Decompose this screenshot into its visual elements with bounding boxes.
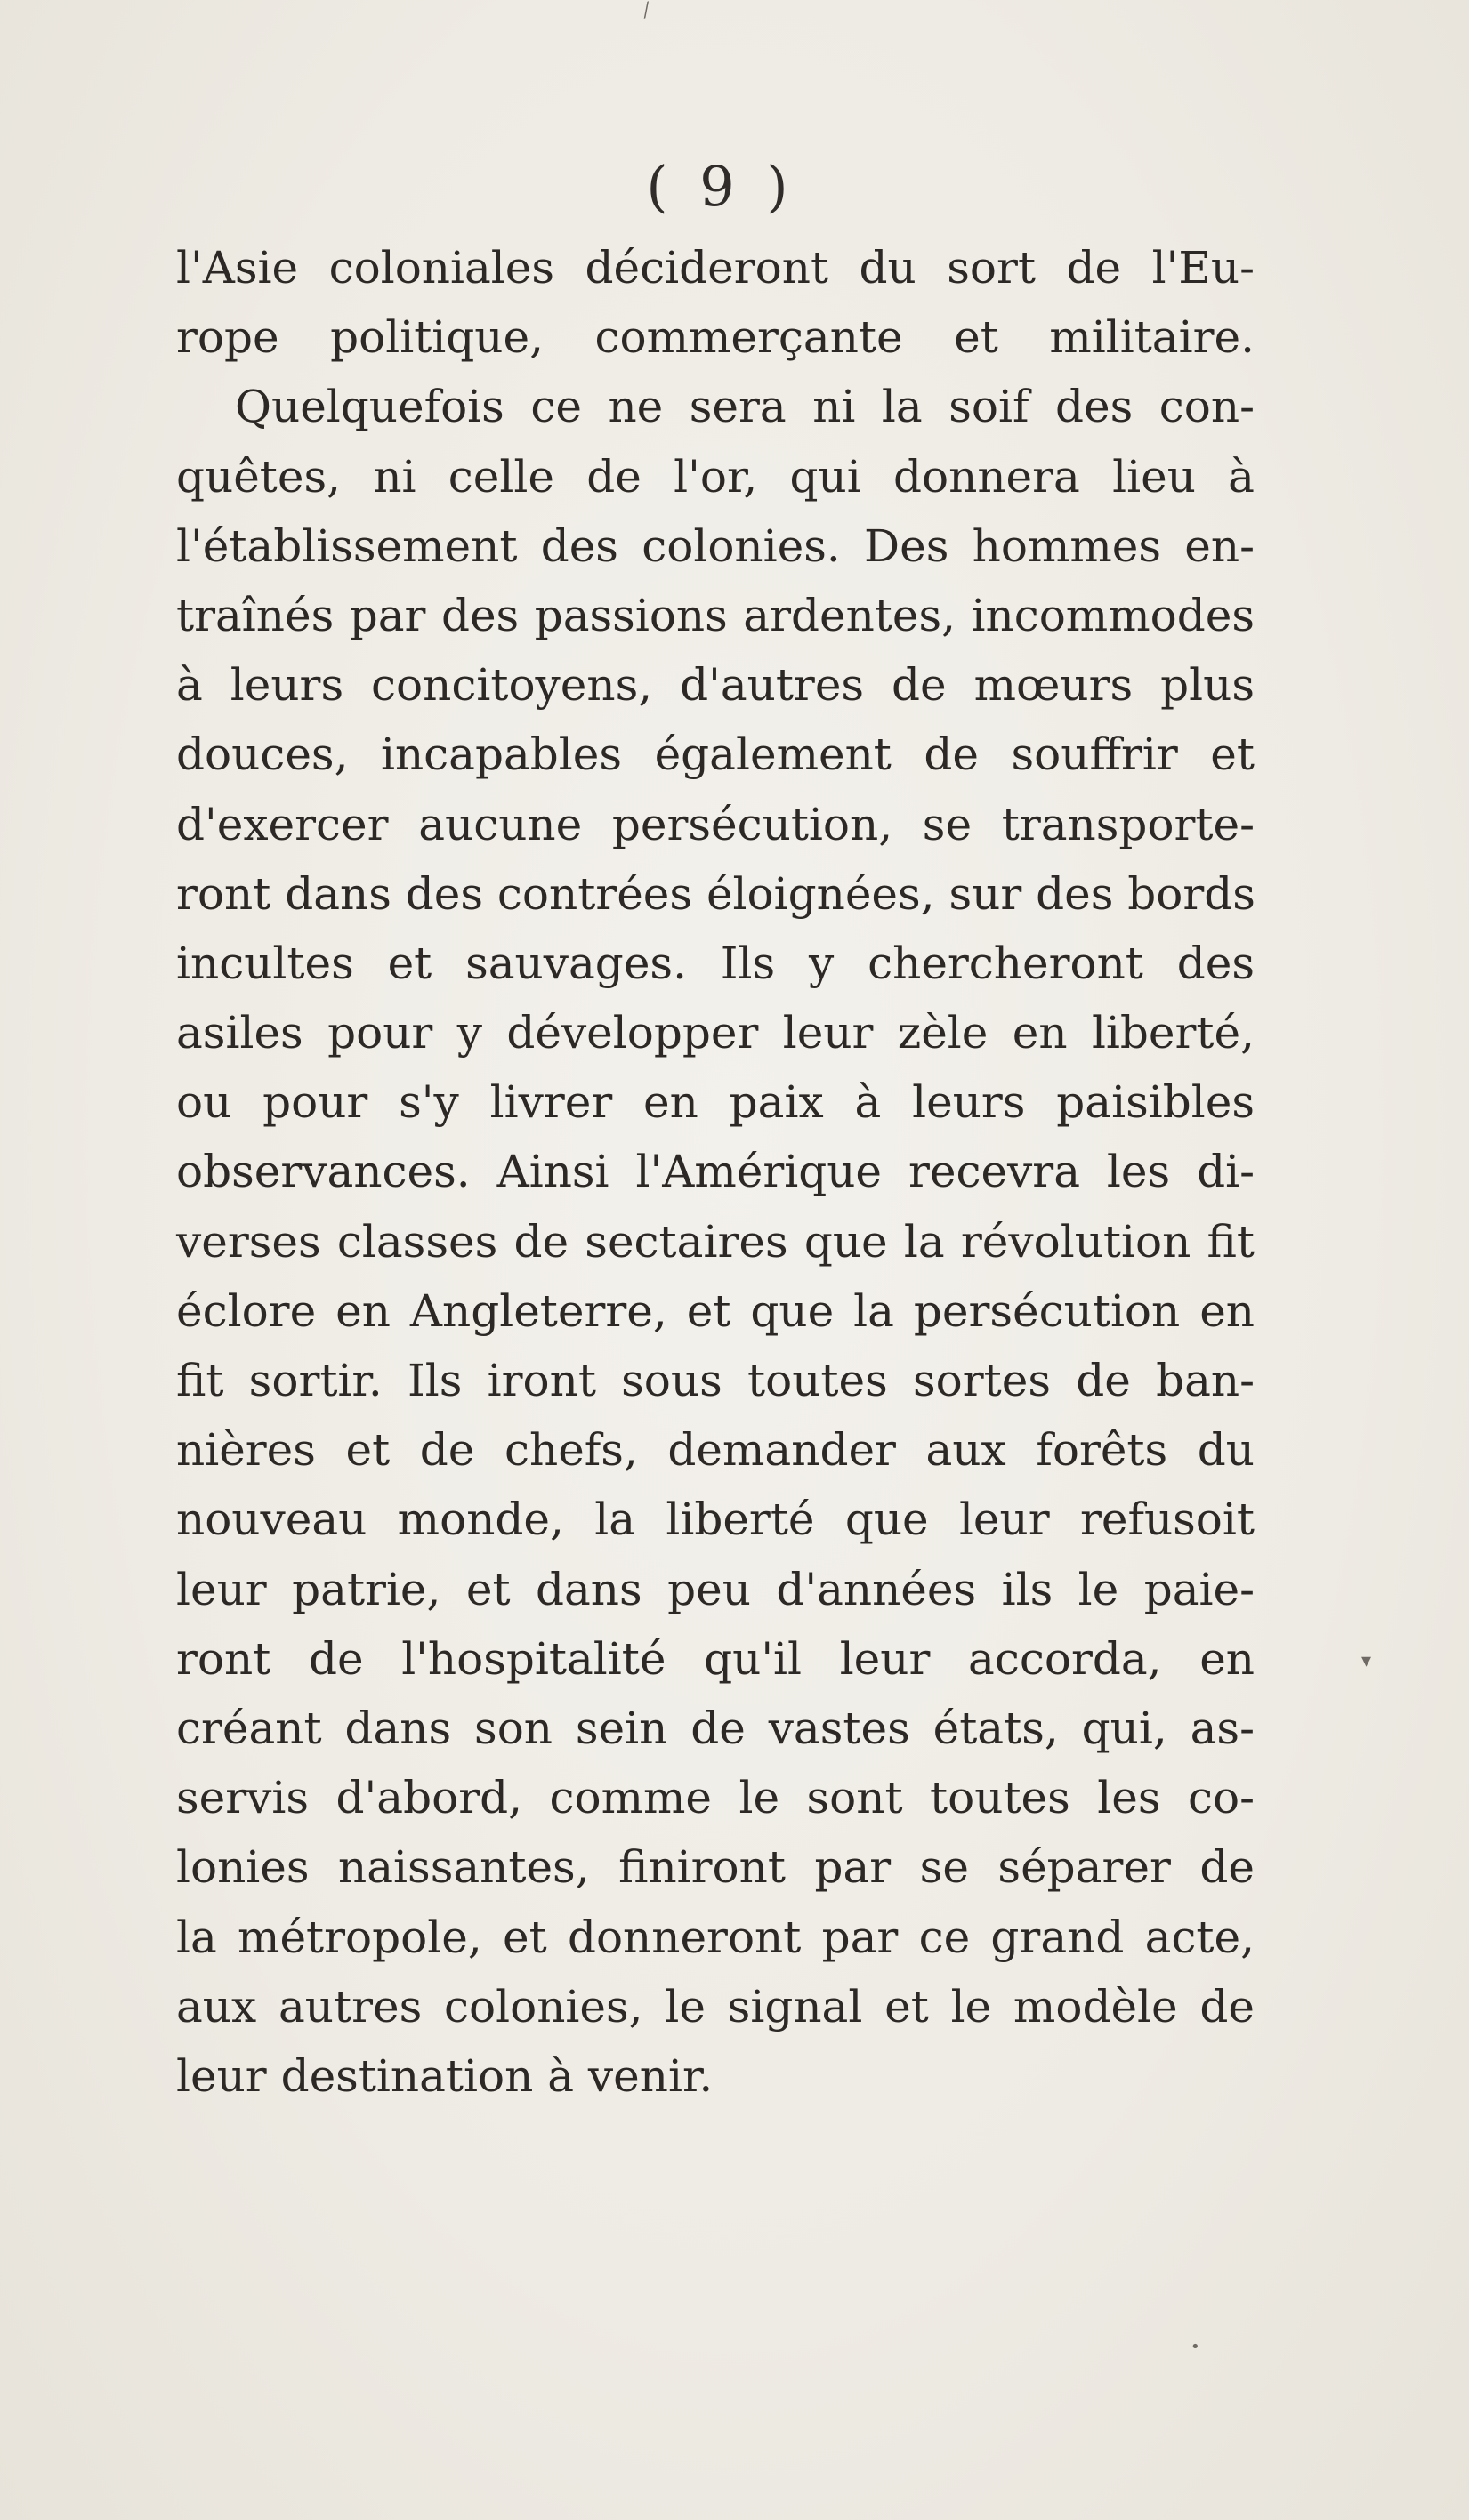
text-line: d'exercer aucune persécution, se transporte-	[176, 798, 1255, 850]
text-line: ront de l'hospitalité qu'il leur accorda, en	[176, 1632, 1255, 1685]
text-line: créant dans son sein de vastes états, qui, as-	[176, 1702, 1255, 1754]
text-line: observances. Ainsi l'Amérique recevra les di-	[176, 1146, 1255, 1198]
text-line: éclore en Angleterre, et que la persécution en	[176, 1284, 1255, 1337]
text-line: ou pour s'y livrer en paix à leurs paisibles	[176, 1076, 1255, 1129]
text-line: nouveau monde, la liberté que leur refusoit	[176, 1493, 1255, 1546]
text-line: douces, incapables également de souffrir et	[176, 729, 1255, 781]
text-line: leur destination à venir.	[176, 2049, 714, 2102]
body-text	[176, 233, 1255, 2111]
text-line: rope politique, commerçante et militaire.	[176, 311, 1255, 364]
text-line: verses classes de sectaires que la révolution fit	[176, 1215, 1255, 1268]
text-line: aux autres colonies, le signal et le modèle de	[176, 1980, 1255, 2033]
text-line: à leurs concitoyens, d'autres de mœurs plus	[176, 659, 1255, 712]
text-line: l'Asie coloniales décideront du sort de l'Eu-	[176, 242, 1255, 294]
text-line: Quelquefois ce ne sera ni la soif des con-	[235, 381, 1255, 433]
page-number: ( 9 )	[646, 154, 795, 219]
text-line: fit sortir. Ils iront sous toutes sortes de ban-	[176, 1355, 1255, 1406]
text-line: incultes et sauvages. Ils y chercheront des	[176, 937, 1255, 989]
ink-speck: •	[1191, 2338, 1200, 2356]
text-line: lonies naissantes, finiront par se séparer de	[176, 1841, 1255, 1894]
text-line: nières et de chefs, demander aux forêts du	[176, 1424, 1255, 1477]
text-line: asiles pour y développer leur zèle en liberté,	[176, 1007, 1255, 1059]
text-line: l'établissement des colonies. Des hommes en-	[176, 519, 1255, 572]
text-line: la métropole, et donneront par ce grand acte,	[176, 1911, 1255, 1963]
text-line: leur patrie, et dans peu d'années ils le paie-	[176, 1563, 1255, 1615]
text-line: quêtes, ni celle de l'or, qui donnera lieu à	[176, 450, 1255, 503]
ink-speck: ▾	[1361, 1650, 1372, 1672]
text-line: ront dans des contrées éloignées, sur des bords	[176, 867, 1255, 920]
ink-mark: ⁄	[641, 0, 652, 22]
text-line: traînés par des passions ardentes, incommodes	[176, 589, 1255, 641]
text-line: servis d'abord, comme le sont toutes les co-	[176, 1772, 1255, 1824]
